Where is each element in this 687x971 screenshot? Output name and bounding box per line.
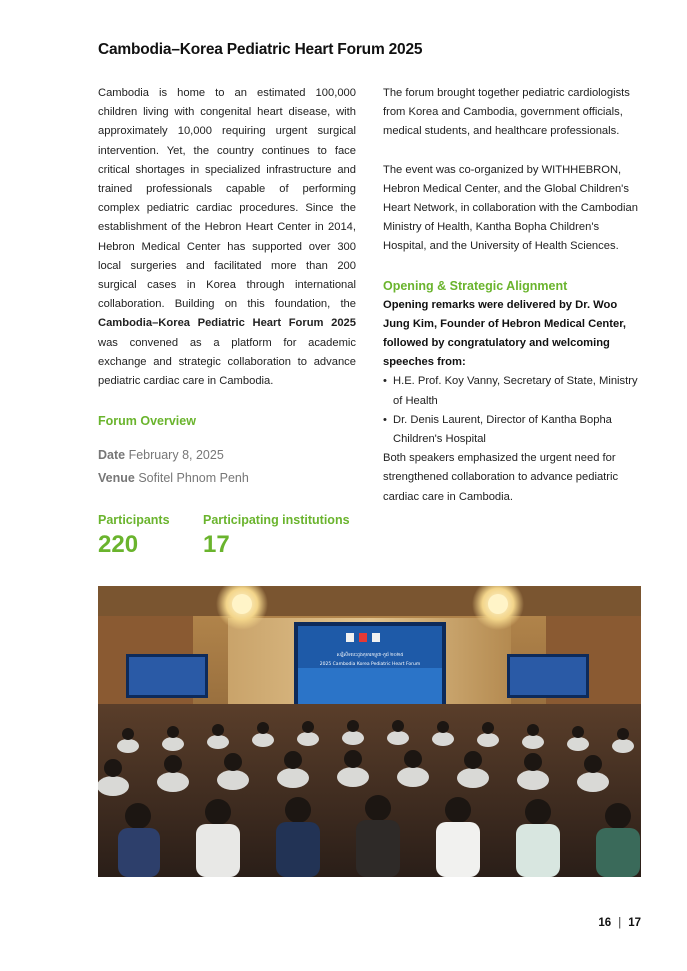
organizers-paragraph: The event was co-organized by WITHHEBRON, Hebron Medical Center, and the Global Children's Heart Network, in collaboration with the Cambodian Ministry of Health, Kantha Bopha Children's Hospital, and the University of Health Sciences. xyxy=(383,163,638,253)
page-number-right: 17 xyxy=(628,917,641,929)
participants-value: 220 xyxy=(98,531,139,558)
speaker-list xyxy=(383,372,641,449)
page-title: Cambodia–Korea Pediatric Heart Forum 2025 xyxy=(98,41,423,58)
participants-label: Participants xyxy=(98,513,170,527)
forum-event-photo xyxy=(98,586,641,877)
screen-khmer-line: សន្និសីទបេះដូងកុមារកម្ពុជា-កូរ៉េ ២០២៥ xyxy=(336,653,404,658)
screen-english-line: 2025 Cambodia Korea Pediatric Heart Forum xyxy=(319,662,421,667)
forum-date xyxy=(98,448,224,462)
details-column xyxy=(383,84,641,507)
attendees-paragraph: The forum brought together pediatric cardiologists from Korea and Cambodia, government officials, medical students, and healthcare professionals. xyxy=(383,87,630,138)
speaker-item: • Dr. Denis Laurent, Director of Kantha Bopha Children's Hospital xyxy=(383,411,641,449)
page-number-left: 16 xyxy=(598,917,612,929)
intro-text-1: Cambodia is home to an estimated 100,000 children living with congenital heart disease, with approximately 10,000 requiring urgent surgical intervention. Yet, the country continues to face critical shortages in specialized infrastructure and trained professionals capable of performing complex pediatric cardiac procedures. Since the establishment of the Hebron Heart Center in 2014, Hebron Medical Center has supported over 300 local surgeries and facilitated more than 200 surgical cases in Korea through international collaboration. Building on this foundation, the xyxy=(98,87,356,311)
venue-value: Sofitel Phnom Penh xyxy=(138,471,249,485)
date-label: Date xyxy=(98,448,126,462)
speaker-item: • H.E. Prof. Koy Vanny, Secretary of State, Ministry of Health xyxy=(383,372,641,410)
date-value: February 8, 2025 xyxy=(128,448,224,462)
intro-text-2: was convened as a platform for academic exchange and strategic collaboration to advance pediatric cardiac care in Cambodia. xyxy=(98,336,356,388)
closing-paragraph: Both speakers emphasized the urgent need for strengthened collaboration to advance pediatric cardiac care in Cambodia. xyxy=(383,452,619,503)
venue-label: Venue xyxy=(98,471,135,485)
intro-paragraph xyxy=(98,84,356,391)
intro-column xyxy=(98,84,356,391)
institutions-label: Participating institutions xyxy=(203,513,350,527)
page-separator: | xyxy=(618,917,622,929)
page-numbers xyxy=(598,917,641,929)
intro-forum-name: Cambodia–Korea Pediatric Heart Forum 2025 xyxy=(98,317,356,330)
forum-venue xyxy=(98,471,249,485)
opening-heading: Opening & Strategic Alignment xyxy=(383,278,568,293)
forum-overview-heading: Forum Overview xyxy=(98,414,196,428)
institutions-value: 17 xyxy=(203,531,230,558)
opening-lead: Opening remarks were delivered by Dr. Woo Jung Kim, Founder of Hebron Medical Center, followed by congratulatory and welcoming speeches from: xyxy=(383,298,627,369)
